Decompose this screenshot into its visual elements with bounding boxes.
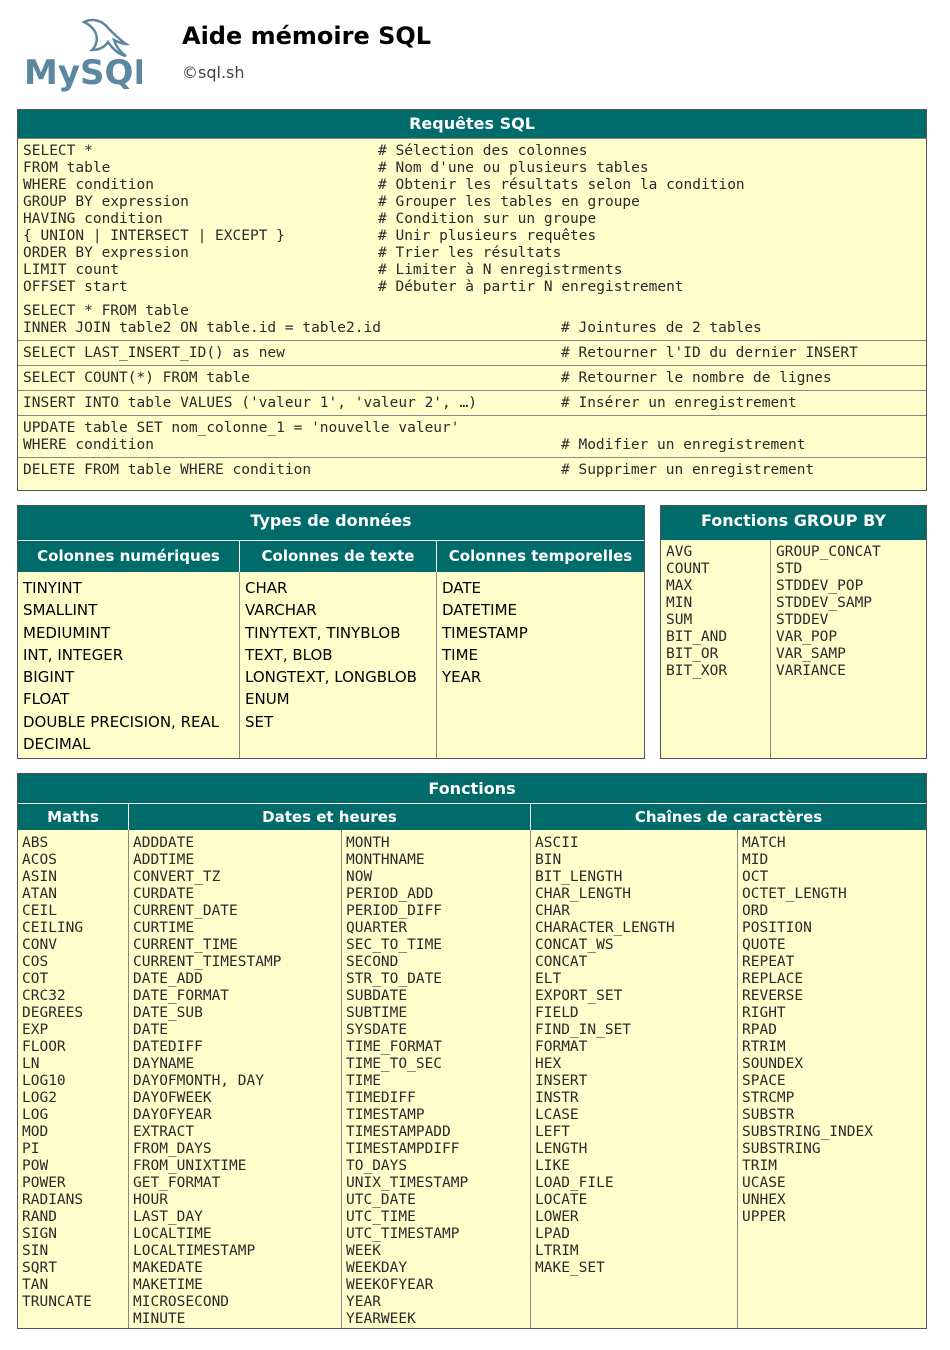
function-name: LPAD — [535, 1226, 570, 1242]
function-name: UPPER — [742, 1209, 786, 1225]
query-line — [23, 345, 921, 362]
function-name: HEX — [535, 1056, 562, 1072]
function-name: CURRENT_TIMESTAMP — [133, 954, 282, 970]
type-item: ENUM — [245, 690, 290, 709]
type-item: SMALLINT — [23, 601, 98, 620]
groupby-function: STD — [776, 561, 803, 577]
function-name: UTC_TIME — [346, 1209, 416, 1225]
section-sql-queries — [17, 109, 927, 491]
function-name: CEILING — [22, 920, 84, 936]
type-item: TIMESTAMP — [442, 623, 528, 642]
function-name: LTRIM — [535, 1243, 579, 1259]
function-name: ATAN — [22, 886, 57, 902]
section-title: Types de données — [18, 506, 644, 540]
function-name: SEC_TO_TIME — [346, 937, 443, 953]
function-name: CONCAT_WS — [535, 937, 614, 953]
section-functions — [17, 773, 927, 1329]
function-name: LAST_DAY — [133, 1209, 203, 1225]
function-name: SIN — [22, 1243, 49, 1259]
function-name: ASCII — [535, 835, 579, 851]
function-name: PI — [22, 1141, 40, 1157]
function-name: POW — [22, 1158, 49, 1174]
query-comment: # Débuter à partir N enregistrement — [378, 279, 684, 295]
query-line — [23, 228, 921, 245]
functions-column-strings-1 — [531, 830, 738, 1328]
groupby-function: MIN — [666, 595, 693, 611]
function-name: WEEKDAY — [346, 1260, 408, 1276]
query-code: LIMIT count — [23, 262, 120, 278]
column-header-dates: Dates et heures — [129, 804, 531, 830]
section-title: Requêtes SQL — [18, 110, 926, 138]
type-item: TINYINT — [23, 579, 82, 597]
function-name: POSITION — [742, 920, 812, 936]
function-name: FIELD — [535, 1005, 579, 1021]
groupby-function: SUM — [666, 612, 693, 628]
function-name: SUBTIME — [346, 1005, 408, 1021]
function-name: TO_DAYS — [346, 1158, 408, 1174]
query-block — [18, 340, 926, 365]
function-name: TIME_TO_SEC — [346, 1056, 443, 1072]
function-name: SUBSTRING_INDEX — [742, 1124, 873, 1140]
function-name: LCASE — [535, 1107, 579, 1123]
types-column-temporal — [437, 572, 644, 758]
function-name: LOG10 — [22, 1073, 66, 1089]
function-name: WEEKOFYEAR — [346, 1277, 434, 1293]
function-name: LOCALTIME — [133, 1226, 212, 1242]
query-code: INNER JOIN table2 ON table.id = table2.id — [23, 320, 381, 336]
function-name: RTRIM — [742, 1039, 786, 1055]
function-name: MATCH — [742, 835, 786, 851]
function-name: CEIL — [22, 903, 57, 919]
groupby-function: STDDEV_SAMP — [776, 595, 873, 611]
query-comment: # Supprimer un enregistrement — [561, 462, 815, 478]
function-name: TIMESTAMP — [346, 1107, 425, 1123]
type-item: DATETIME — [442, 601, 518, 620]
types-columns — [18, 572, 644, 758]
function-name: BIT_LENGTH — [535, 869, 623, 885]
query-comment: # Nom d'une ou plusieurs tables — [378, 160, 649, 176]
function-name: COS — [22, 954, 49, 970]
query-code: ORDER BY expression — [23, 245, 189, 261]
section-title: Fonctions — [18, 774, 926, 803]
functions-column-strings-2 — [738, 830, 926, 1328]
function-name: UTC_TIMESTAMP — [346, 1226, 460, 1242]
type-item: SET — [245, 712, 274, 731]
type-item: LONGTEXT, LONGBLOB — [245, 668, 417, 687]
function-name: GET_FORMAT — [133, 1175, 221, 1191]
function-name: FORMAT — [535, 1039, 588, 1055]
query-line — [23, 160, 921, 177]
type-item: INT, INTEGER — [23, 645, 124, 664]
function-name: TRUNCATE — [22, 1294, 92, 1310]
query-comment: # Sélection des colonnes — [378, 143, 588, 159]
query-line — [23, 143, 921, 160]
function-name: ABS — [22, 835, 49, 851]
function-name: UNHEX — [742, 1192, 786, 1208]
query-comment: # Unir plusieurs requêtes — [378, 228, 597, 244]
function-name: SUBSTRING — [742, 1141, 821, 1157]
function-name: MONTH — [346, 835, 390, 851]
function-name: CURDATE — [133, 886, 195, 902]
function-name: YEAR — [346, 1294, 381, 1310]
function-name: TRIM — [742, 1158, 777, 1174]
groupby-function: VAR_POP — [776, 629, 838, 645]
function-name: QUARTER — [346, 920, 408, 936]
type-item: DATE — [442, 579, 482, 597]
query-code: FROM table — [23, 160, 111, 176]
groupby-column — [661, 540, 771, 758]
function-name: OCT — [742, 869, 769, 885]
query-code: OFFSET start — [23, 279, 128, 295]
query-code: HAVING condition — [23, 211, 163, 227]
function-name: DEGREES — [22, 1005, 84, 1021]
type-item: VARCHAR — [245, 601, 317, 620]
type-item: TINYTEXT, TINYBLOB — [245, 623, 401, 642]
function-name: ASIN — [22, 869, 57, 885]
function-name: ADDTIME — [133, 852, 195, 868]
types-column-numeric — [18, 572, 240, 758]
function-name: TIMEDIFF — [346, 1090, 416, 1106]
function-name: LOG2 — [22, 1090, 57, 1106]
query-comment: # Retourner l'ID du dernier INSERT — [561, 345, 858, 361]
function-name: COT — [22, 971, 49, 987]
function-name: RADIANS — [22, 1192, 84, 1208]
query-line — [23, 395, 921, 412]
types-column-headers — [18, 540, 644, 572]
function-name: EXP — [22, 1022, 49, 1038]
function-name: DATEDIFF — [133, 1039, 203, 1055]
function-name: ACOS — [22, 852, 57, 868]
functions-column-dates-2 — [342, 830, 531, 1328]
function-name: SYSDATE — [346, 1022, 408, 1038]
function-name: ORD — [742, 903, 769, 919]
groupby-function: AVG — [666, 544, 693, 560]
column-header-strings: Chaînes de caractères — [634, 808, 823, 826]
column-header: Colonnes temporelles — [448, 547, 633, 565]
copyright: ©sql.sh — [182, 63, 245, 82]
function-name: HOUR — [133, 1192, 168, 1208]
query-main-block — [18, 138, 926, 299]
query-line — [23, 279, 921, 296]
function-name: LOCATE — [535, 1192, 588, 1208]
function-name: DAYOFYEAR — [133, 1107, 212, 1123]
functions-columns — [18, 830, 926, 1328]
function-name: REPLACE — [742, 971, 804, 987]
query-code: UPDATE table SET nom_colonne_1 = 'nouvelle valeur' — [23, 420, 460, 436]
column-header: Colonnes de texte — [240, 541, 437, 572]
function-name: DATE — [133, 1022, 168, 1038]
page-title: Aide mémoire SQL — [182, 22, 432, 50]
function-name: PERIOD_ADD — [346, 886, 434, 902]
function-name: UTC_DATE — [346, 1192, 416, 1208]
query-line — [23, 437, 921, 454]
query-comment: # Trier les résultats — [378, 245, 562, 261]
groupby-function: COUNT — [666, 561, 710, 577]
function-name: MAKETIME — [133, 1277, 203, 1293]
query-comment: # Grouper les tables en groupe — [378, 194, 640, 210]
function-name: FIND_IN_SET — [535, 1022, 632, 1038]
function-name: TAN — [22, 1277, 49, 1293]
function-name: CONVERT_TZ — [133, 869, 221, 885]
groupby-column — [771, 540, 926, 758]
mysql-logo — [22, 14, 142, 94]
function-name: TIME — [346, 1073, 381, 1089]
section-title: Fonctions GROUP BY — [661, 506, 926, 540]
function-name: MAKEDATE — [133, 1260, 203, 1276]
groupby-function: GROUP_CONCAT — [776, 544, 881, 560]
query-block — [18, 415, 926, 457]
groupby-function: BIT_AND — [666, 629, 728, 645]
type-item: DOUBLE PRECISION, REAL — [23, 712, 220, 731]
function-name: SECOND — [346, 954, 399, 970]
function-name: PERIOD_DIFF — [346, 903, 443, 919]
function-name: LN — [22, 1056, 40, 1072]
query-code: DELETE FROM table WHERE condition — [23, 462, 312, 478]
column-header: Colonnes numériques — [18, 541, 240, 572]
function-name: FLOOR — [22, 1039, 66, 1055]
query-line — [23, 462, 921, 479]
function-name: TIMESTAMPADD — [346, 1124, 451, 1140]
query-line — [23, 420, 921, 437]
function-name: CRC32 — [22, 988, 66, 1004]
function-name: CURRENT_DATE — [133, 903, 238, 919]
function-name: UCASE — [742, 1175, 786, 1191]
function-name: LOAD_FILE — [535, 1175, 614, 1191]
function-name: POWER — [22, 1175, 66, 1191]
query-code: WHERE condition — [23, 437, 154, 453]
query-blocks — [18, 299, 926, 482]
function-name: MONTHNAME — [346, 852, 425, 868]
function-name: LOCALTIMESTAMP — [133, 1243, 256, 1259]
function-name: SIGN — [22, 1226, 57, 1242]
function-name: DAYOFMONTH, DAY — [133, 1073, 264, 1089]
function-name: LOWER — [535, 1209, 579, 1225]
query-line — [23, 370, 921, 387]
function-name: SUBDATE — [346, 988, 408, 1004]
query-comment: # Retourner le nombre de lignes — [561, 370, 832, 386]
function-name: SOUNDEX — [742, 1056, 804, 1072]
query-line — [23, 211, 921, 228]
query-block — [18, 390, 926, 415]
groupby-function: STDDEV_POP — [776, 578, 864, 594]
dolphin-icon — [84, 20, 126, 56]
query-code: SELECT COUNT(*) FROM table — [23, 370, 250, 386]
function-name: UNIX_TIMESTAMP — [346, 1175, 469, 1191]
query-line — [23, 303, 921, 320]
query-line — [23, 245, 921, 262]
function-name: EXPORT_SET — [535, 988, 623, 1004]
groupby-function: BIT_XOR — [666, 663, 728, 679]
function-name: CONCAT — [535, 954, 588, 970]
groupby-function: MAX — [666, 578, 693, 594]
function-name: CHARACTER_LENGTH — [535, 920, 675, 936]
function-name: CONV — [22, 937, 57, 953]
function-name: CURTIME — [133, 920, 195, 936]
function-name: REPEAT — [742, 954, 795, 970]
query-line — [23, 194, 921, 211]
query-code: SELECT * FROM table — [23, 303, 189, 319]
query-code: GROUP BY expression — [23, 194, 189, 210]
function-name: MAKE_SET — [535, 1260, 605, 1276]
function-name: DATE_SUB — [133, 1005, 203, 1021]
function-name: CHAR_LENGTH — [535, 886, 632, 902]
query-code: INSERT INTO table VALUES ('valeur 1', 'valeur 2', …) — [23, 395, 477, 411]
function-name: RIGHT — [742, 1005, 786, 1021]
function-name: YEARWEEK — [346, 1311, 416, 1327]
function-name: INSERT — [535, 1073, 588, 1089]
type-item: TIME — [442, 645, 479, 664]
type-item: BIGINT — [23, 668, 75, 687]
function-name: LEFT — [535, 1124, 570, 1140]
groupby-function: STDDEV — [776, 612, 829, 628]
query-code: SELECT LAST_INSERT_ID() as new — [23, 345, 285, 361]
function-name: BIN — [535, 852, 562, 868]
type-item: TEXT, BLOB — [245, 645, 333, 664]
function-name: STR_TO_DATE — [346, 971, 443, 987]
query-comment: # Modifier un enregistrement — [561, 437, 806, 453]
functions-column-dates-1 — [129, 830, 342, 1328]
query-block — [18, 299, 926, 340]
function-name: DATE_FORMAT — [133, 988, 230, 1004]
query-code: SELECT * — [23, 143, 93, 159]
function-name: FROM_DAYS — [133, 1141, 212, 1157]
query-code: WHERE condition — [23, 177, 154, 193]
functions-column-maths — [18, 830, 129, 1328]
function-name: WEEK — [346, 1243, 381, 1259]
function-name: SUBSTR — [742, 1107, 795, 1123]
function-name: DAYNAME — [133, 1056, 195, 1072]
function-name: MID — [742, 852, 769, 868]
type-item: DECIMAL — [23, 735, 91, 754]
function-name: OCTET_LENGTH — [742, 886, 847, 902]
type-item: FLOAT — [23, 690, 70, 709]
query-line — [23, 320, 921, 337]
column-header-maths: Maths — [18, 804, 129, 830]
function-name: NOW — [346, 869, 373, 885]
query-line — [23, 177, 921, 194]
function-name: SQRT — [22, 1260, 57, 1276]
query-comment: # Obtenir les résultats selon la condition — [378, 177, 745, 193]
function-name: CURRENT_TIME — [133, 937, 238, 953]
function-name: ADDDATE — [133, 835, 195, 851]
section-groupby-functions — [660, 505, 927, 759]
groupby-function: VAR_SAMP — [776, 646, 846, 662]
function-name: LIKE — [535, 1158, 570, 1174]
query-block — [18, 457, 926, 482]
function-name: RAND — [22, 1209, 57, 1225]
function-name: DAYOFWEEK — [133, 1090, 212, 1106]
function-name: QUOTE — [742, 937, 786, 953]
function-name: DATE_ADD — [133, 971, 203, 987]
function-name: MICROSECOND — [133, 1294, 230, 1310]
section-data-types — [17, 505, 645, 759]
function-name: TIMESTAMPDIFF — [346, 1141, 460, 1157]
query-comment: # Condition sur un groupe — [378, 211, 597, 227]
query-block — [18, 365, 926, 390]
function-name: STRCMP — [742, 1090, 795, 1106]
query-comment: # Limiter à N enregistrments — [378, 262, 623, 278]
type-item: CHAR — [245, 579, 288, 597]
function-name: REVERSE — [742, 988, 804, 1004]
function-name: FROM_UNIXTIME — [133, 1158, 247, 1174]
function-name: SPACE — [742, 1073, 786, 1089]
function-name: RPAD — [742, 1022, 777, 1038]
function-name: MOD — [22, 1124, 49, 1140]
function-name: CHAR — [535, 903, 570, 919]
query-line — [23, 262, 921, 279]
function-name: MINUTE — [133, 1311, 186, 1327]
types-column-text — [240, 572, 437, 758]
groupby-columns — [661, 540, 926, 758]
function-name: INSTR — [535, 1090, 579, 1106]
type-item: YEAR — [442, 668, 482, 687]
function-name: LENGTH — [535, 1141, 588, 1157]
logo-text: MySQL — [24, 53, 142, 93]
query-comment: # Insérer un enregistrement — [561, 395, 797, 411]
function-name: EXTRACT — [133, 1124, 195, 1140]
function-name: TIME_FORMAT — [346, 1039, 443, 1055]
groupby-function: VARIANCE — [776, 663, 846, 679]
function-name: ELT — [535, 971, 562, 987]
query-comment: # Jointures de 2 tables — [561, 320, 762, 336]
groupby-function: BIT_OR — [666, 646, 719, 662]
function-name: LOG — [22, 1107, 49, 1123]
type-item: MEDIUMINT — [23, 623, 111, 642]
functions-column-headers — [18, 803, 926, 830]
query-code: { UNION | INTERSECT | EXCEPT } — [23, 228, 285, 244]
